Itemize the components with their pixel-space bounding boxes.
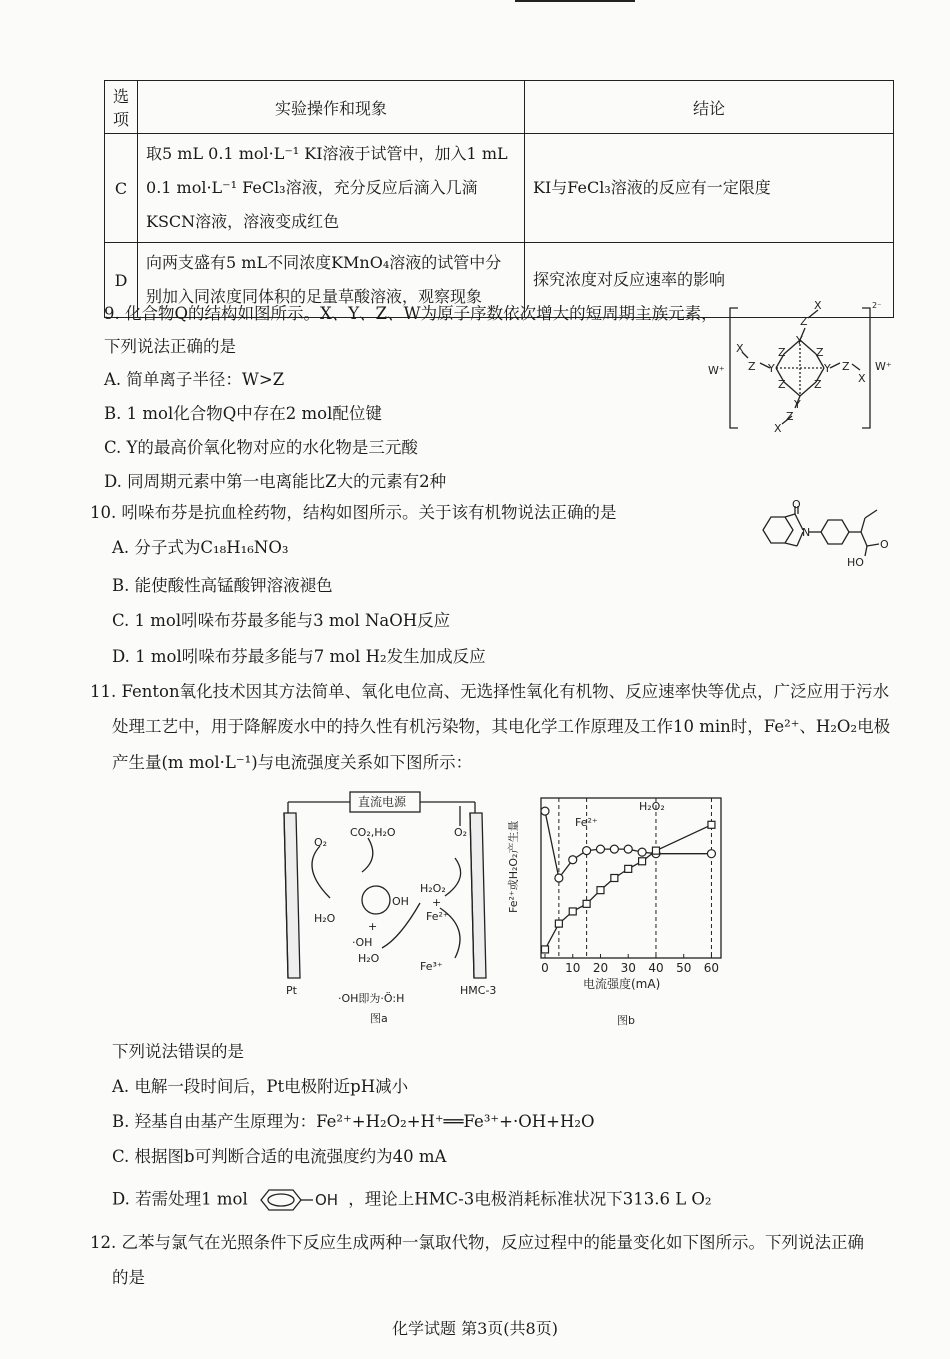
q11-question: 下列说法错误的是 xyxy=(112,1042,244,1061)
legend-h2o2: H₂O₂ xyxy=(639,800,665,813)
q9-stem-line2: 下列说法正确的是 xyxy=(104,337,236,356)
pt-electrode-label: Pt xyxy=(286,984,297,997)
x-tick-label: 30 xyxy=(620,961,636,975)
o2-right: O₂ xyxy=(454,826,468,839)
atom-z: Z xyxy=(786,410,794,423)
q10-option-b: B. 能使酸性高锰酸钾溶液褪色 xyxy=(112,576,333,595)
atom-z: Z xyxy=(748,360,756,373)
atom-ho: HO xyxy=(847,556,864,569)
table-row xyxy=(105,134,894,243)
y-axis-label: Fe²⁺或H₂O₂产生量 xyxy=(507,820,520,913)
top-rule xyxy=(515,0,635,2)
phenol-structure xyxy=(253,1187,343,1213)
q12-line2: 的是 xyxy=(112,1268,145,1287)
options-table xyxy=(104,80,894,318)
phenol-oh: OH xyxy=(392,895,409,908)
q10-stem: 10. 吲哚布芬是抗血栓药物，结构如图所示。关于该有机物说法正确的是 xyxy=(90,503,617,522)
atom-z: Z xyxy=(800,315,808,328)
data-point-fe2 xyxy=(583,847,591,855)
x-tick-label: 0 xyxy=(541,961,549,975)
fe2-label: Fe²⁺ xyxy=(426,910,449,923)
atom-x: X xyxy=(774,422,782,435)
row-operation: 向两支盛有5 mL不同浓度KMnO₄溶液的试管中分别加入同浓度同体积的足量草酸溶液，观察现象 xyxy=(138,243,525,318)
q10-option-c: C. 1 mol吲哚布芬最多能与3 mol NaOH反应 xyxy=(112,611,451,630)
plus-sign: + xyxy=(432,896,442,909)
h2o-left: H₂O xyxy=(314,912,336,925)
data-point-h2o2 xyxy=(639,858,646,865)
q9-option-d: D. 同周期元素中第一电离能比Z大的元素有2种 xyxy=(104,472,447,491)
charge-label: 2⁻ xyxy=(872,301,882,310)
h2o2-label: H₂O₂ xyxy=(420,882,446,895)
q9-stem-line1: 9. 化合物Q的结构如图所示。X、Y、Z、W为原子序数依次增大的短周期主族元素， xyxy=(104,304,718,323)
q11-option-c: C. 根据图b可判断合适的电流强度约为40 mA xyxy=(112,1147,447,1166)
atom-z: Z xyxy=(778,346,786,359)
figure-b-chart xyxy=(505,788,735,1033)
data-point-h2o2 xyxy=(597,887,604,894)
data-point-h2o2 xyxy=(583,900,590,907)
atom-n: N xyxy=(802,526,811,539)
q10-indobufen-structure xyxy=(755,500,895,570)
co2-h2o: CO₂,H₂O xyxy=(350,826,396,839)
series-line-h2o2 xyxy=(545,825,711,950)
q10-option-a: A. 分子式为C₁₈H₁₆NO₃ xyxy=(112,538,289,557)
atom-z: Z xyxy=(816,346,824,359)
data-point-fe2 xyxy=(610,845,618,853)
atom-x: X xyxy=(858,372,866,385)
q9-structure-figure xyxy=(700,298,900,440)
q11-stem-a: 11. Fenton氧化技术因其方法简单、氧化电位高、无选择性氧化有机物、反应速率快等优点，广泛应用于污水 xyxy=(90,682,890,701)
atom-z: Z xyxy=(778,378,786,391)
header-operation: 实验操作和现象 xyxy=(138,81,525,134)
q12-line1: 12. 乙苯与氯气在光照条件下反应生成两种一氯取代物，反应过程中的能量变化如下图所示。下列说法正确 xyxy=(90,1233,864,1252)
header-conclusion: 结论 xyxy=(525,81,894,134)
o2-left: O₂ xyxy=(314,836,328,849)
legend-fe2: Fe²⁺ xyxy=(575,816,598,829)
atom-z: Z xyxy=(842,360,850,373)
atom-y: Y xyxy=(824,362,831,375)
q11-option-d-suffix: ，理论上HMC-3电极消耗标准状况下313.6 L O₂ xyxy=(348,1189,712,1209)
data-point-h2o2 xyxy=(555,920,562,927)
oh-note: ·OH即为·Ö:H xyxy=(338,992,405,1005)
plus-sign: + xyxy=(368,920,378,933)
atom-o: O xyxy=(880,538,889,551)
power-label: 直流电源 xyxy=(358,795,407,809)
x-tick-label: 40 xyxy=(648,961,664,975)
atom-x: X xyxy=(736,342,744,355)
x-axis-label: 电流强度(mA) xyxy=(583,977,661,991)
figure-a-caption: 图a xyxy=(370,1012,388,1025)
data-point-fe2 xyxy=(555,874,563,882)
q11-option-d xyxy=(112,1187,712,1213)
q9-option-b: B. 1 mol化合物Q中存在2 mol配位键 xyxy=(104,404,382,423)
atom-x: X xyxy=(814,299,822,312)
atom-w: W⁺ xyxy=(708,364,725,377)
q11-stem-b: 处理工艺中，用于降解废水中的持久性有机污染物，其电化学工作原理及工作10 min时，Fe²⁺、H₂O₂电极 xyxy=(112,717,891,736)
page-footer: 化学试题 第3页(共8页) xyxy=(392,1319,558,1338)
data-point-fe2 xyxy=(541,807,549,815)
q11-option-a: A. 电解一段时间后，Pt电极附近pH减小 xyxy=(112,1077,409,1096)
q11-option-d-prefix: D. 若需处理1 mol xyxy=(112,1189,248,1209)
row-operation: 取5 mL 0.1 mol·L⁻¹ KI溶液于试管中，加入1 mL 0.1 mol·L⁻¹ FeCl₃溶液，充分反应后滴入几滴KSCN溶液，溶液变成红色 xyxy=(138,134,525,243)
table-header-row xyxy=(105,81,894,134)
q11-option-b: B. 羟基自由基产生原理为：Fe²⁺+H₂O₂+H⁺══Fe³⁺+·OH+H₂O xyxy=(112,1112,595,1131)
q9-option-c: C. Y的最高价氧化物对应的水化物是三元酸 xyxy=(104,438,418,457)
data-point-h2o2 xyxy=(625,865,632,872)
data-point-fe2 xyxy=(638,848,646,856)
hmc3-electrode-label: HMC-3 xyxy=(460,984,497,997)
row-option: C xyxy=(105,134,138,243)
row-conclusion: KI与FeCl₃溶液的反应有一定限度 xyxy=(525,134,894,243)
q10-option-d: D. 1 mol吲哚布芬最多能与7 mol H₂发生加成反应 xyxy=(112,647,486,666)
fe3-label: Fe³⁺ xyxy=(420,960,443,973)
atom-o: O xyxy=(792,500,801,511)
x-tick-label: 10 xyxy=(565,961,581,975)
q9-option-a: A. 简单离子半径：W>Z xyxy=(104,370,285,389)
x-tick-label: 60 xyxy=(703,961,720,975)
atom-w: W⁺ xyxy=(875,360,892,373)
row-option: D xyxy=(105,243,138,318)
atom-z: Z xyxy=(814,378,822,391)
data-point-h2o2 xyxy=(569,908,576,915)
x-tick-label: 50 xyxy=(676,961,692,975)
phenol-oh-label: OH xyxy=(314,1191,339,1209)
header-option: 选项 xyxy=(105,81,138,134)
atom-y: Y xyxy=(794,398,801,411)
data-point-h2o2 xyxy=(708,821,715,828)
data-point-fe2 xyxy=(624,845,632,853)
q11-stem-c: 产生量(m mol·L⁻¹)与电流强度关系如下图所示： xyxy=(112,753,473,772)
atom-y: Y xyxy=(796,334,803,347)
x-tick-label: 20 xyxy=(592,961,609,975)
row-conclusion: 探究浓度对反应速率的影响 xyxy=(525,243,894,318)
data-point-h2o2 xyxy=(652,847,659,854)
oh-radical: ·OH xyxy=(352,936,373,949)
chart-frame xyxy=(541,798,721,958)
h2o-mid: H₂O xyxy=(358,952,380,965)
data-point-h2o2 xyxy=(542,946,549,953)
figure-a-electrolysis xyxy=(270,788,520,1033)
atom-y: Y xyxy=(768,362,775,375)
data-point-fe2 xyxy=(569,856,577,864)
data-point-fe2 xyxy=(596,845,604,853)
figure-b-caption: 图b xyxy=(617,1014,635,1027)
data-point-h2o2 xyxy=(611,875,618,882)
data-point-fe2 xyxy=(707,850,715,858)
